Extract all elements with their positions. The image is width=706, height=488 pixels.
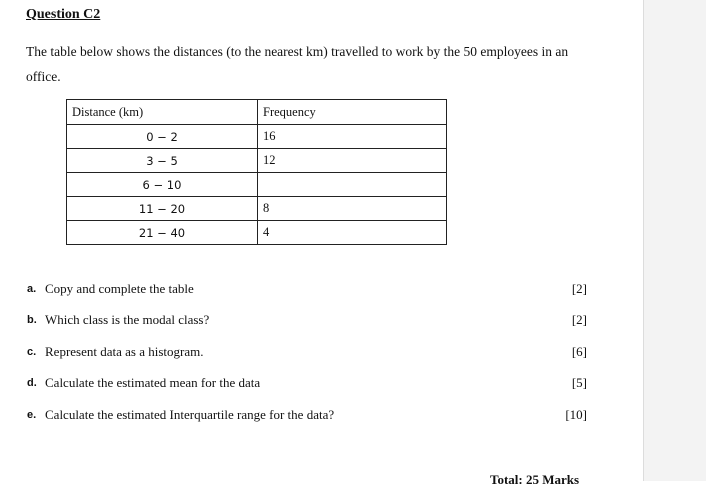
question-title: Question C2 bbox=[26, 7, 101, 22]
frequency-cell: 4 bbox=[258, 221, 447, 245]
part-text: Which class is the modal class? bbox=[45, 312, 210, 327]
frequency-table bbox=[66, 99, 447, 245]
question-part-b bbox=[27, 312, 587, 330]
distance-cell: 21 − 40 bbox=[67, 221, 258, 245]
part-marks: [5] bbox=[571, 375, 587, 390]
part-letter: c. bbox=[27, 346, 37, 358]
part-letter: e. bbox=[27, 409, 37, 421]
part-marks: [2] bbox=[571, 312, 587, 327]
part-text: Represent data as a histogram. bbox=[45, 344, 204, 359]
question-intro: The table below shows the distances (to the nearest km) travelled to work by the 50 employees in an office. bbox=[26, 44, 569, 84]
part-letter: a. bbox=[27, 283, 37, 295]
table-row bbox=[67, 173, 447, 197]
question-part-a bbox=[27, 281, 587, 299]
part-text: Copy and complete the table bbox=[45, 281, 194, 296]
total-marks: Total: 25 Marks bbox=[490, 472, 580, 487]
table-header-row bbox=[67, 100, 447, 125]
part-marks: [10] bbox=[565, 407, 587, 422]
table-row bbox=[67, 149, 447, 173]
header-frequency: Frequency bbox=[258, 100, 447, 125]
frequency-cell: 16 bbox=[258, 125, 447, 149]
part-text: Calculate the estimated mean for the data bbox=[45, 375, 261, 390]
part-marks: [2] bbox=[571, 281, 587, 296]
frequency-cell-empty bbox=[258, 173, 447, 197]
question-part-d bbox=[27, 375, 587, 393]
distance-cell: 6 − 10 bbox=[67, 173, 258, 197]
part-text: Calculate the estimated Interquartile range for the data? bbox=[45, 407, 335, 422]
distance-cell: 11 − 20 bbox=[67, 197, 258, 221]
question-part-e bbox=[27, 407, 587, 425]
frequency-cell: 12 bbox=[258, 149, 447, 173]
distance-cell: 0 − 2 bbox=[67, 125, 258, 149]
viewer-side-panel bbox=[643, 0, 706, 481]
distance-cell: 3 − 5 bbox=[67, 149, 258, 173]
part-letter: d. bbox=[27, 377, 37, 389]
table-row bbox=[67, 125, 447, 149]
part-marks: [6] bbox=[571, 344, 587, 359]
part-letter: b. bbox=[27, 314, 37, 326]
table-row bbox=[67, 197, 447, 221]
question-part-c bbox=[27, 344, 587, 362]
table-row bbox=[67, 221, 447, 245]
header-distance: Distance (km) bbox=[67, 100, 258, 125]
frequency-cell: 8 bbox=[258, 197, 447, 221]
